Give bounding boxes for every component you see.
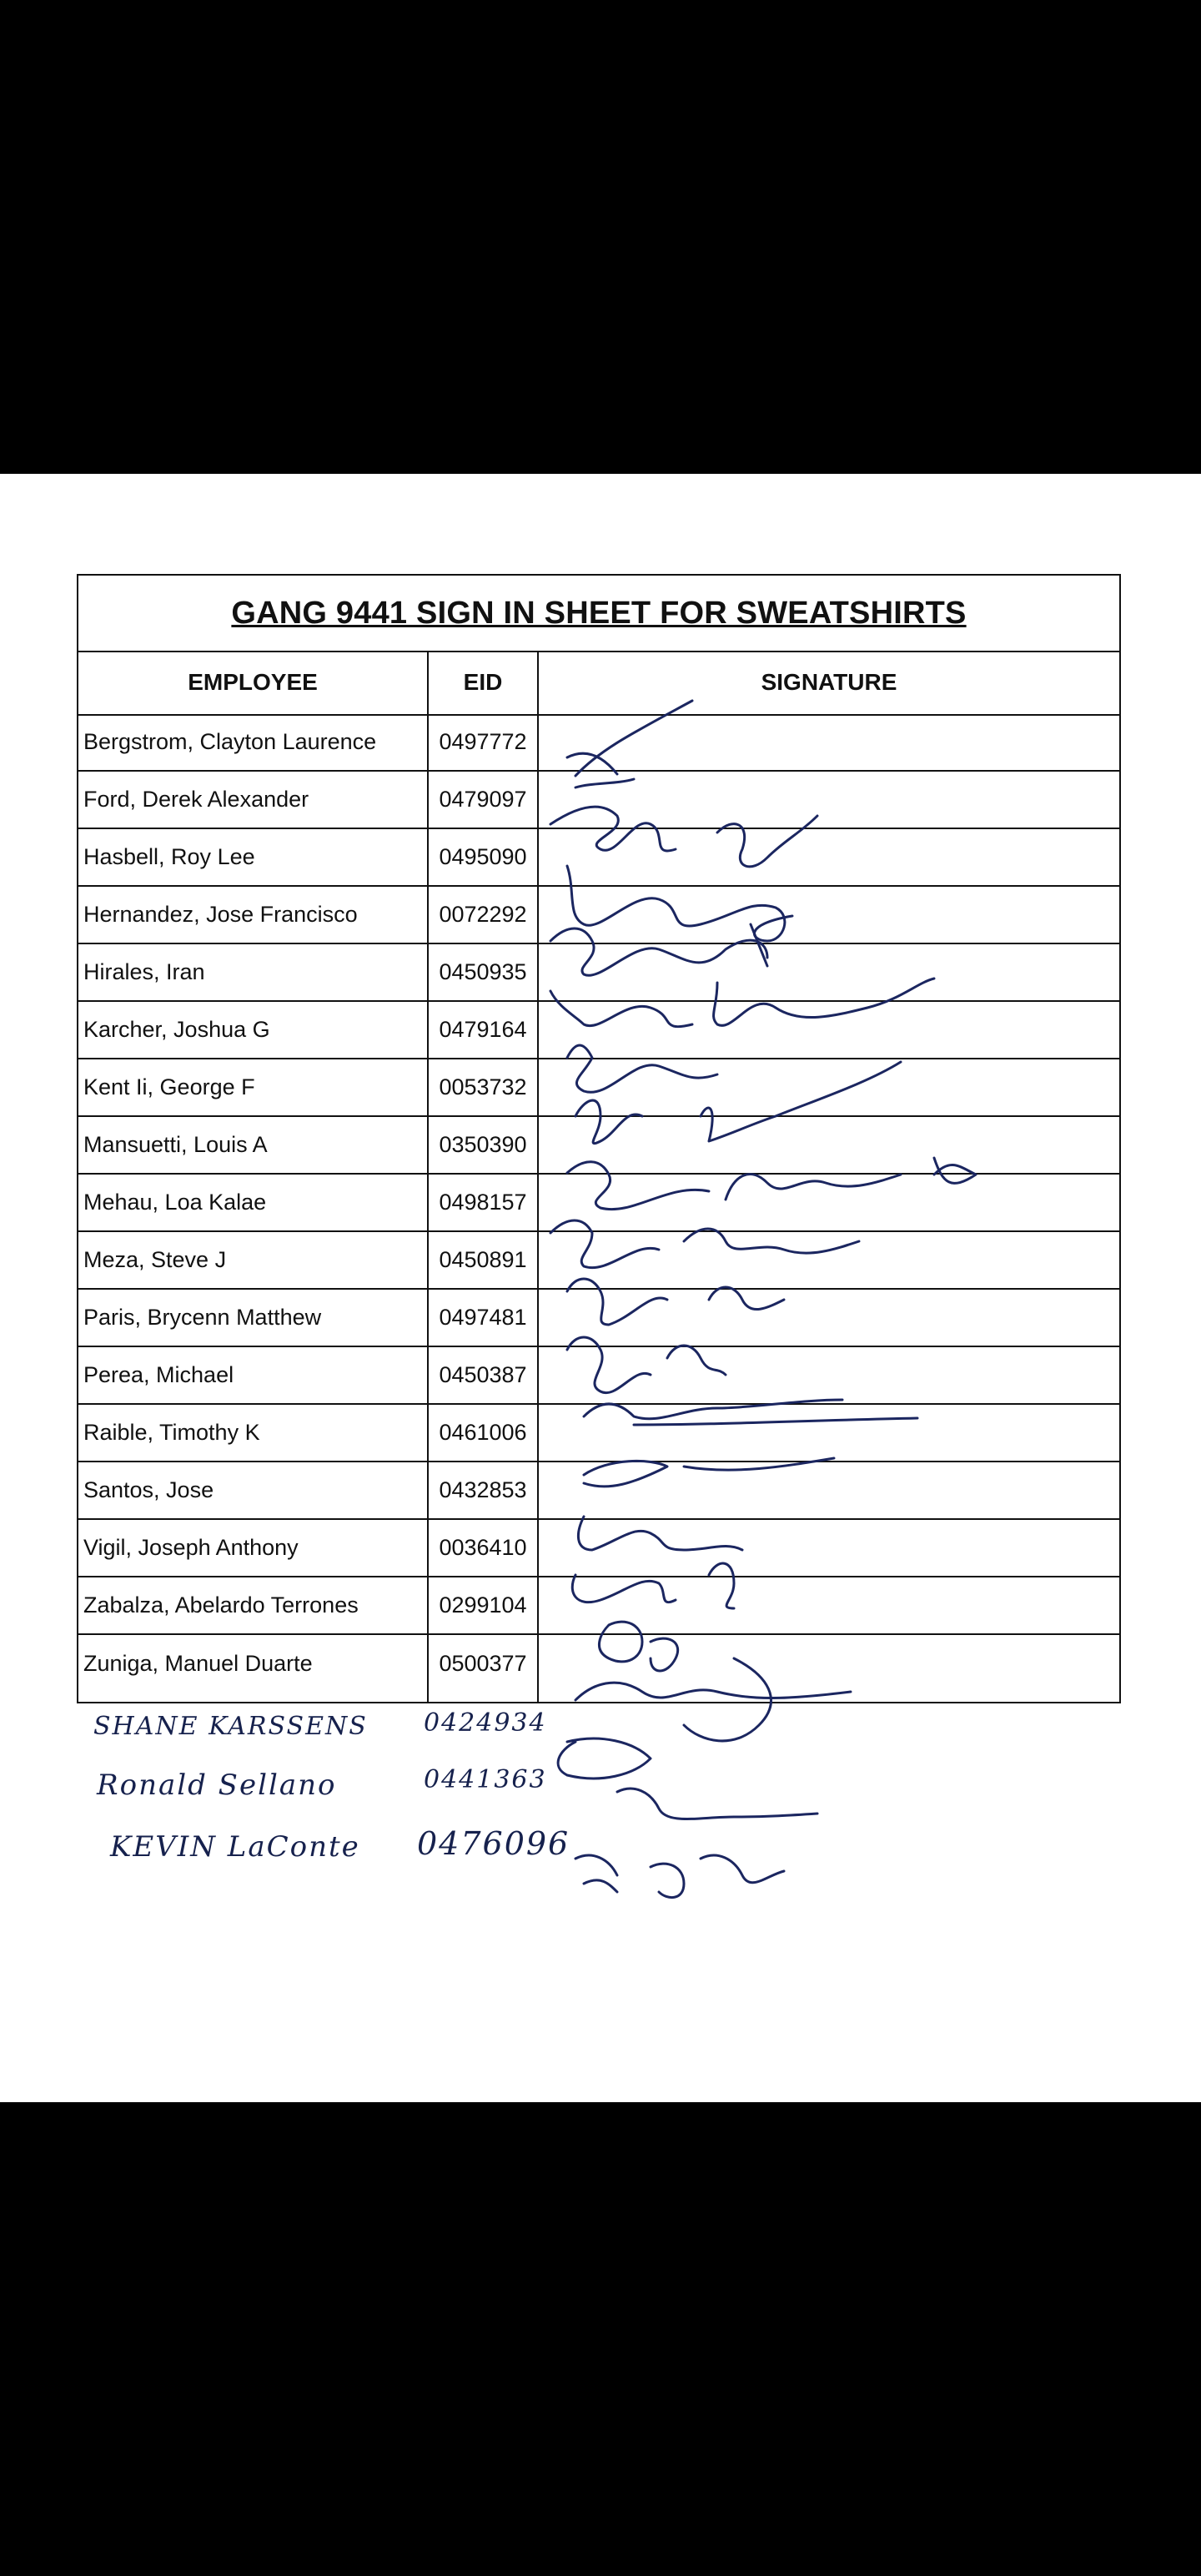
table-row xyxy=(78,1059,1119,1117)
column-header-signature: SIGNATURE xyxy=(761,669,897,695)
table-row xyxy=(78,1347,1119,1405)
employee-eid: 0350390 xyxy=(439,1132,527,1157)
table-row xyxy=(78,1232,1119,1290)
table-row xyxy=(78,1577,1119,1635)
employee-eid: 0498157 xyxy=(439,1190,527,1215)
employee-name: Perea, Michael xyxy=(83,1362,234,1387)
employee-eid: 0450387 xyxy=(439,1362,527,1387)
signature-cell xyxy=(539,714,1119,770)
signature-cell xyxy=(539,772,1119,828)
table-row xyxy=(78,1175,1119,1232)
table-row xyxy=(78,1290,1119,1347)
employee-eid: 0432853 xyxy=(439,1477,527,1502)
paper-sheet xyxy=(0,474,1201,2102)
column-header-eid: EID xyxy=(463,669,503,695)
handwritten-name: Ronald Sellano xyxy=(97,1768,337,1802)
signature-cell xyxy=(539,1059,1119,1115)
table-row xyxy=(78,1462,1119,1520)
employee-name: Zabalza, Abelardo Terrones xyxy=(83,1592,359,1618)
employee-eid: 0450935 xyxy=(439,959,527,984)
employee-name: Ford, Derek Alexander xyxy=(83,787,309,812)
employee-name: Hernandez, Jose Francisco xyxy=(83,902,358,927)
signature-cell xyxy=(539,1405,1119,1461)
employee-eid: 0053732 xyxy=(439,1074,527,1099)
signature-cell xyxy=(539,829,1119,885)
table-row xyxy=(78,714,1119,772)
employee-eid: 0072292 xyxy=(439,902,527,927)
employee-eid: 0461006 xyxy=(439,1420,527,1445)
column-divider xyxy=(537,651,539,1702)
employee-name: Meza, Steve J xyxy=(83,1247,227,1272)
signature-cell xyxy=(539,1232,1119,1288)
employee-name: Vigil, Joseph Anthony xyxy=(83,1535,299,1560)
handwritten-eid: 0441363 xyxy=(424,1765,547,1794)
signature-cell xyxy=(539,1577,1119,1633)
table-row xyxy=(78,1002,1119,1059)
signature-mark xyxy=(575,1855,784,1897)
employee-name: Bergstrom, Clayton Laurence xyxy=(83,729,377,754)
signature-cell xyxy=(539,1002,1119,1058)
employee-eid: 0495090 xyxy=(439,844,527,869)
header-row xyxy=(78,651,1119,716)
signature-cell xyxy=(539,1175,1119,1230)
table-row xyxy=(78,944,1119,1002)
employee-eid: 0497481 xyxy=(439,1305,527,1330)
employee-eid: 0497772 xyxy=(439,729,527,754)
employee-name: Karcher, Joshua G xyxy=(83,1017,270,1042)
employee-name: Kent Ii, George F xyxy=(83,1074,255,1099)
employee-eid: 0479164 xyxy=(439,1017,527,1042)
table-row xyxy=(78,829,1119,887)
employee-eid: 0450891 xyxy=(439,1247,527,1272)
table-row xyxy=(78,772,1119,829)
signature-cell xyxy=(539,1520,1119,1576)
table-row xyxy=(78,1520,1119,1577)
column-header-employee: EMPLOYEE xyxy=(188,669,318,695)
title-row xyxy=(78,576,1119,652)
signature-mark xyxy=(558,1738,817,1819)
employee-name: Zuniga, Manuel Duarte xyxy=(83,1651,313,1676)
table-row xyxy=(78,887,1119,944)
signature-cell xyxy=(539,1635,1119,1693)
signature-cell xyxy=(539,887,1119,943)
signature-cell xyxy=(539,1117,1119,1173)
handwritten-eid: 0424934 xyxy=(424,1708,547,1738)
table-row xyxy=(78,1117,1119,1175)
sign-in-table xyxy=(77,574,1121,1703)
signature-cell xyxy=(539,944,1119,1000)
employee-eid: 0500377 xyxy=(439,1651,527,1676)
handwritten-name: KEVIN LaConte xyxy=(110,1830,360,1864)
employee-name: Paris, Brycenn Matthew xyxy=(83,1305,322,1330)
column-divider xyxy=(427,651,429,1702)
signature-cell xyxy=(539,1290,1119,1346)
employee-name: Mehau, Loa Kalae xyxy=(83,1190,267,1215)
employee-name: Raible, Timothy K xyxy=(83,1420,260,1445)
employee-name: Hirales, Iran xyxy=(83,959,205,984)
signature-cell xyxy=(539,1347,1119,1403)
employee-name: Santos, Jose xyxy=(83,1477,214,1502)
employee-eid: 0479097 xyxy=(439,787,527,812)
handwritten-name: SHANE KARSSENS xyxy=(93,1712,368,1741)
employee-eid: 0036410 xyxy=(439,1535,527,1560)
employee-name: Mansuetti, Louis A xyxy=(83,1132,268,1157)
table-row xyxy=(78,1405,1119,1462)
signature-cell xyxy=(539,1462,1119,1518)
table-row xyxy=(78,1635,1119,1693)
handwritten-eid: 0476096 xyxy=(417,1825,570,1862)
sheet-title: GANG 9441 SIGN IN SHEET FOR SWEATSHIRTS xyxy=(231,595,967,631)
employee-eid: 0299104 xyxy=(439,1592,527,1618)
employee-name: Hasbell, Roy Lee xyxy=(83,844,255,869)
